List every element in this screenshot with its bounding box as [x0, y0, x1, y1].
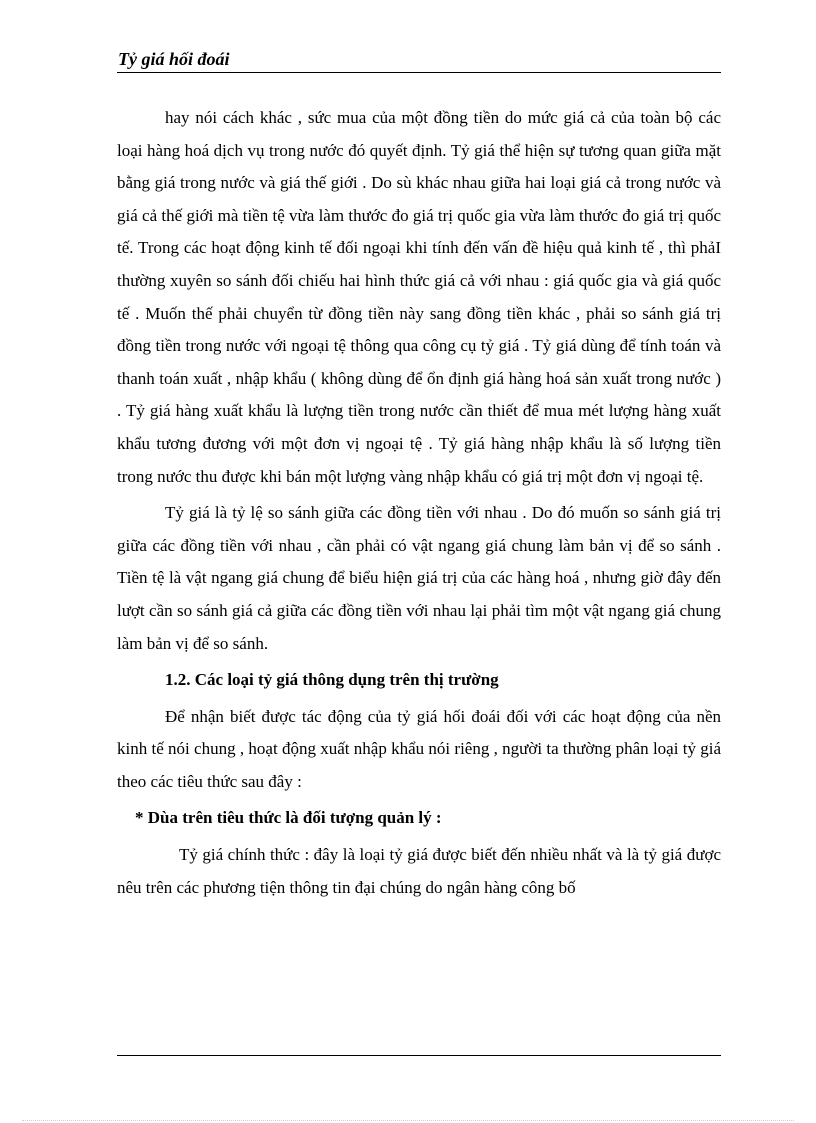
section-heading-1-2: 1.2. Các loại tỷ giá thông dụng trên thị trường [165, 670, 499, 690]
body-paragraph-2: Tỷ giá là tỷ lệ so sánh giữa các đồng tiền với nhau . Do đó muốn so sánh giá trị giữa các đồng tiền với nhau , cần phải có vật ngang giá chung làm bản vị để so sánh . Tiền tệ là vật ngang giá chung để biểu hiện giá trị của các hàng hoá , nhưng giờ đây đến lượt cần so sánh giá cả giữa các đồng tiền với nhau lại phải tìm một vật ngang giá chung làm bản vị để so sánh. [117, 503, 721, 653]
header-rule [117, 72, 721, 73]
body-paragraph-3: Để nhận biết được tác động của tỷ giá hối đoái đối với các hoạt động của nền kinh tế nói chung , hoạt động xuất nhập khẩu nói riêng , người ta thường phân loại tỷ giá theo các tiêu thức sau đây : [117, 706, 721, 791]
footer-rule [117, 1055, 721, 1056]
body-paragraph-1: hay nói cách khác , sức mua của một đồng tiền do mức giá cả của toàn bộ các loại hàng hoá dịch vụ trong nước đó quyết định. Tỷ giá thể hiện sự tương quan giữa mặt bằng giá trong nước và giá thế giới . Do sù khác nhau giữa hai loại giá cả trong nước và giá cả thế giới mà tiền tệ vừa làm thước đo giá trị quốc gia vừa làm thước đo giá trị quốc tế. Trong các hoạt động kinh tế đối ngoại khi tính đến vấn đề hiệu quả kinh tế , thì phảI thường xuyên so sánh đối chiếu hai hình thức giá cả với nhau : giá quốc gia và giá quốc tế . Muốn thế phải chuyển từ đồng tiền này sang đồng tiền khác , phải so sánh giá trị đồng tiền trong nước với ngoại tệ thông qua công cụ tỷ giá . Tỷ giá dùng để tính toán và thanh toán xuất , nhập khẩu ( không dùng để ổn định giá hàng hoá sản xuất trong nước ) . Tỷ giá hàng xuất khẩu là lượng tiền trong nước cần thiết để mua mét lượng hàng xuất khẩu tương đương với một đơn vị ngoại tệ . Tỷ giá hàng nhập khẩu là số lượng tiền trong nước thu được khi bán một lượng vàng nhập khẩu có giá trị một đơn vị ngoại tệ. [117, 108, 721, 486]
sub-heading-criteria: * Dùa trên tiêu thức là đối tượng quản lý : [135, 808, 442, 828]
body-paragraph-4: Tỷ giá chính thức : đây là loại tỷ giá được biết đến nhiều nhất và là tỷ giá được nêu trên các phương tiện thông tin đại chúng do ngân hàng công bố [117, 845, 721, 897]
page-boundary-dots [22, 1120, 794, 1121]
document-body [117, 102, 721, 904]
running-header-title: Tỷ giá hối đoái [118, 49, 230, 69]
